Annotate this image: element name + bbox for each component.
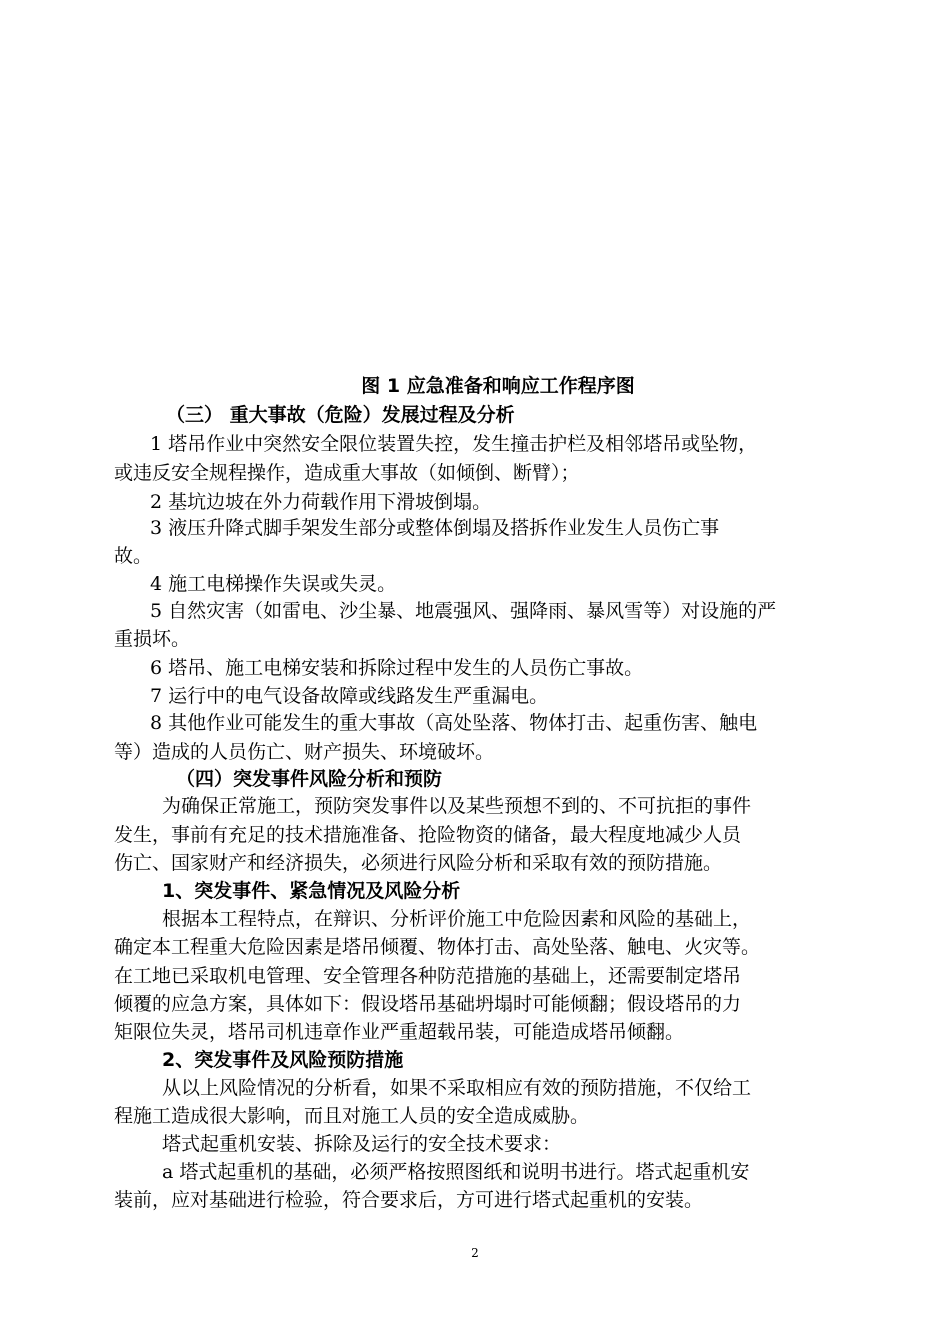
subsection-1-line-2: 确定本工程重大危险因素是塔吊倾覆、物体打击、高处坠落、触电、火灾等。 [114, 936, 761, 958]
section-3-item-3-line-2: 故。 [114, 545, 153, 567]
section-4-intro-line-3: 伤亡、国家财产和经济损失，必须进行风险分析和采取有效的预防措施。 [114, 852, 723, 874]
section-3-item-1-line-2: 或违反安全规程操作，造成重大事故（如倾倒、断臂）； [114, 462, 580, 484]
section-3-item-7: 7 运行中的电气设备故障或线路发生严重漏电。 [150, 685, 549, 707]
section-3-item-5-line-2: 重损坏。 [114, 628, 191, 650]
section-3-item-1-line-1: 1 塔吊作业中突然安全限位装置失控，发生撞击护栏及相邻塔吊或坠物， [150, 433, 758, 455]
subsection-1-line-3: 在工地已采取机电管理、安全管理各种防范措施的基础上，还需要制定塔吊 [114, 965, 742, 987]
section-4-heading: （四）突发事件风险分析和预防 [176, 768, 443, 790]
requirements-heading: 塔式起重机安装、拆除及运行的安全技术要求： [162, 1133, 562, 1155]
figure-caption: 图 1 应急准备和响应工作程序图 [361, 375, 635, 397]
section-3-item-8-line-2: 等）造成的人员伤亡、财产损失、环境破坏。 [114, 741, 495, 763]
subsection-1-heading: 1、突发事件、紧急情况及风险分析 [162, 880, 461, 902]
page-number: 2 [471, 1246, 479, 1260]
section-3-item-8-line-1: 8 其他作业可能发生的重大事故（高处坠落、物体打击、起重伤害、触电 [150, 712, 758, 734]
subsection-1-line-4: 倾覆的应急方案，具体如下：假设塔吊基础坍塌时可能倾翻；假设塔吊的力 [114, 993, 742, 1015]
subsection-1-line-1: 根据本工程特点，在辩识、分析评价施工中危险因素和风险的基础上， [162, 908, 752, 930]
item-a-line-2: 装前，应对基础进行检验，符合要求后，方可进行塔式起重机的安装。 [114, 1189, 704, 1211]
subsection-2-heading: 2、突发事件及风险预防措施 [162, 1049, 404, 1071]
section-3-heading: （三） 重大事故（危险）发展过程及分析 [166, 404, 515, 426]
subsection-2-line-2: 程施工造成很大影响，而且对施工人员的安全造成威胁。 [114, 1105, 590, 1127]
section-3-item-3-line-1: 3 液压升降式脚手架发生部分或整体倒塌及搭拆作业发生人员伤亡事 [150, 517, 720, 539]
subsection-2-line-1: 从以上风险情况的分析看，如果不采取相应有效的预防措施，不仅给工 [162, 1077, 752, 1099]
section-3-item-4: 4 施工电梯操作失误或失灵。 [150, 573, 397, 595]
item-a-line-1: a 塔式起重机的基础，必须严格按照图纸和说明书进行。塔式起重机安 [162, 1161, 750, 1183]
section-4-intro-line-2: 发生，事前有充足的技术措施准备、抢险物资的储备，最大程度地减少人员 [114, 824, 742, 846]
section-4-intro-line-1: 为确保正常施工，预防突发事件以及某些预想不到的、不可抗拒的事件 [162, 795, 752, 817]
section-3-item-5-line-1: 5 自然灾害（如雷电、沙尘暴、地震强风、强降雨、暴风雪等）对设施的严 [150, 600, 777, 622]
section-3-item-6: 6 塔吊、施工电梯安装和拆除过程中发生的人员伤亡事故。 [150, 657, 644, 679]
section-3-item-2: 2 基坑边坡在外力荷载作用下滑坡倒塌。 [150, 491, 492, 513]
subsection-1-line-5: 矩限位失灵，塔吊司机违章作业严重超载吊装，可能造成塔吊倾翻。 [114, 1021, 685, 1043]
